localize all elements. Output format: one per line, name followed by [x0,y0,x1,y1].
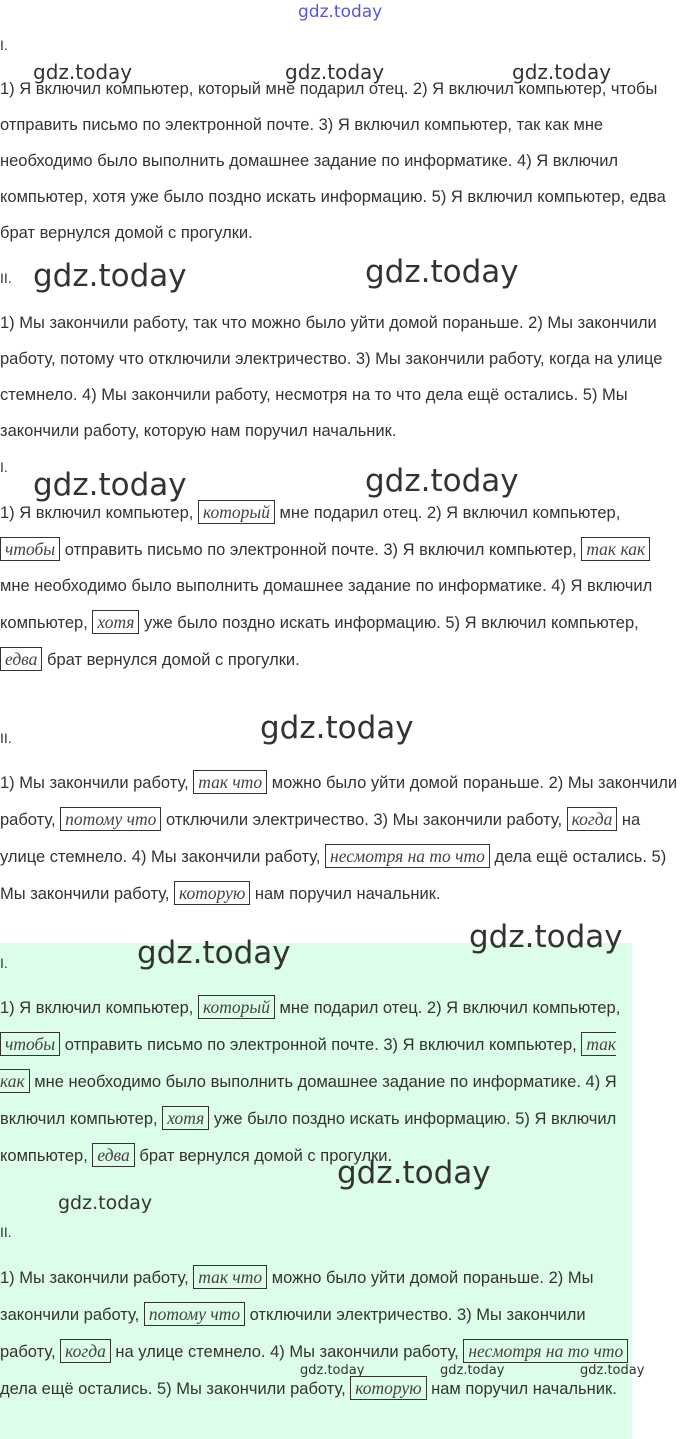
text-fragment: мне необходимо было выполнить домашнее задание по информатике. 4) Я включил компьютер, [0,577,653,632]
text-fragment: 1) Мы закончили работу, так что можно было уйти домой пораньше. 2) Мы закончили работу, потому что отключили электричество. 3) Мы закончили работу, когда на улице стемнело. 4) Мы закончили работу, несмотря на то что дела ещё остались. 5) Мы закончили работу, которую нам поручил начальник. [0,314,663,440]
boxed-conjunction: которую [174,881,250,905]
text-fragment: на улице стемнело. 4) Мы закончили работу, [0,811,641,866]
boxed-conjunction: который [198,995,275,1019]
text-fragment: 1) Я включил компьютер, который мне подарил отец. 2) Я включил компьютер, чтобы отправить письмо по электронной почте. 3) Я включил компьютер, так как мне необходимо было выполнить домашнее задание по информатике. 4) Я включил компьютер, хотя уже было поздно искать информацию. 5) Я включил компьютер, едва брат вернулся домой с прогулки. [0,80,666,242]
boxed-conjunction: чтобы [0,537,60,561]
watermark: gdz.today [33,60,133,84]
boxed-conjunction: потому что [144,1302,245,1326]
text-fragment: мне подарил отец. 2) Я включил компьютер, [274,504,621,522]
boxed-conjunction: едва [0,647,42,671]
text-fragment: дела ещё остались. 5) Мы закончили работу, [0,1380,351,1398]
text-fragment: нам поручил начальник. [250,885,441,903]
boxed-conjunction: несмотря на то что [325,844,490,868]
boxed-conjunction: так как [581,537,650,561]
text-fragment: брат вернулся домой с прогулки. [42,651,300,669]
text-fragment: мне необходимо было выполнить домашнее задание по информатике. 4) Я включил компьютер, [0,1073,617,1128]
boxed-conjunction: хотя [92,610,139,634]
text-fragment: уже было поздно искать информацию. 5) Я включил компьютер, [139,614,639,632]
text-fragment: брат вернулся домой с прогулки. [134,1147,393,1165]
text-fragment: на улице стемнело. 4) Мы закончили работу, [110,1343,464,1361]
answer-paragraph [0,305,678,449]
watermark: gdz.today [260,710,414,746]
boxed-conjunction: так что [193,1265,267,1289]
text-fragment: нам поручил начальник. [426,1380,617,1398]
answer-paragraph [0,1259,630,1407]
text-fragment: 1) Мы закончили работу, [0,1269,194,1287]
answer-paragraph [0,71,678,251]
text-fragment: мне подарил отец. 2) Я включил компьютер, [274,999,621,1017]
boxed-conjunction: когда [567,807,618,831]
section-6-label: II. [0,1224,12,1240]
boxed-conjunction: чтобы [0,1032,60,1056]
watermark: gdz.today [580,1363,645,1378]
watermark: gdz.today [365,463,519,499]
boxed-conjunction: несмотря на то что [463,1339,628,1363]
section-2-label: II. [0,270,12,286]
answer-paragraph [0,764,678,912]
watermark: gdz.today [365,254,519,290]
section-4-label: II. [0,730,12,746]
boxed-conjunction: хотя [162,1106,209,1130]
watermark: gdz.today [512,60,612,84]
watermark: gdz.today [33,467,187,503]
watermark: gdz.today [337,1155,491,1191]
watermark: gdz.today [33,258,187,294]
watermark: gdz.today [469,919,623,955]
boxed-conjunction: которую [350,1376,426,1400]
boxed-conjunction: едва [92,1143,134,1167]
boxed-conjunction: так как [0,1034,617,1091]
watermark-top: gdz.today [298,2,383,22]
text-fragment: отправить письмо по электронной почте. 3) Я включил компьютер, [60,1036,582,1054]
text-fragment: 1) Я включил компьютер, [0,999,198,1017]
boxed-conjunction: потому что [60,807,161,831]
text-fragment: дела ещё остались. 5) Мы закончили работу, [0,848,667,903]
text-fragment: можно было уйти домой пораньше. 2) Мы закончили работу, [0,774,678,829]
boxed-conjunction: когда [60,1339,111,1363]
answer-paragraph [0,494,678,678]
boxed-conjunction: так что [193,770,267,794]
watermark: gdz.today [300,1363,365,1378]
section-5-label: I. [0,955,8,971]
text-fragment: 1) Я включил компьютер, [0,504,198,522]
text-fragment: отправить письмо по электронной почте. 3) Я включил компьютер, [60,541,582,559]
answer-paragraph [0,989,630,1174]
text-fragment: отключили электричество. 3) Мы закончили работу, [161,811,567,829]
text-fragment: уже было поздно искать информацию. 5) Я включил компьютер, [0,1110,617,1165]
section-1-label: I. [0,37,8,53]
text-fragment: можно было уйти домой пораньше. 2) Мы закончили работу, [0,1269,594,1324]
watermark: gdz.today [137,935,291,971]
boxed-conjunction: который [198,500,275,524]
section-3-label: I. [0,459,8,475]
watermark: gdz.today [285,60,385,84]
text-fragment: 1) Мы закончили работу, [0,774,194,792]
watermark: gdz.today [58,1192,153,1214]
watermark: gdz.today [440,1363,505,1378]
text-fragment: отключили электричество. 3) Мы закончили работу, [0,1306,586,1361]
